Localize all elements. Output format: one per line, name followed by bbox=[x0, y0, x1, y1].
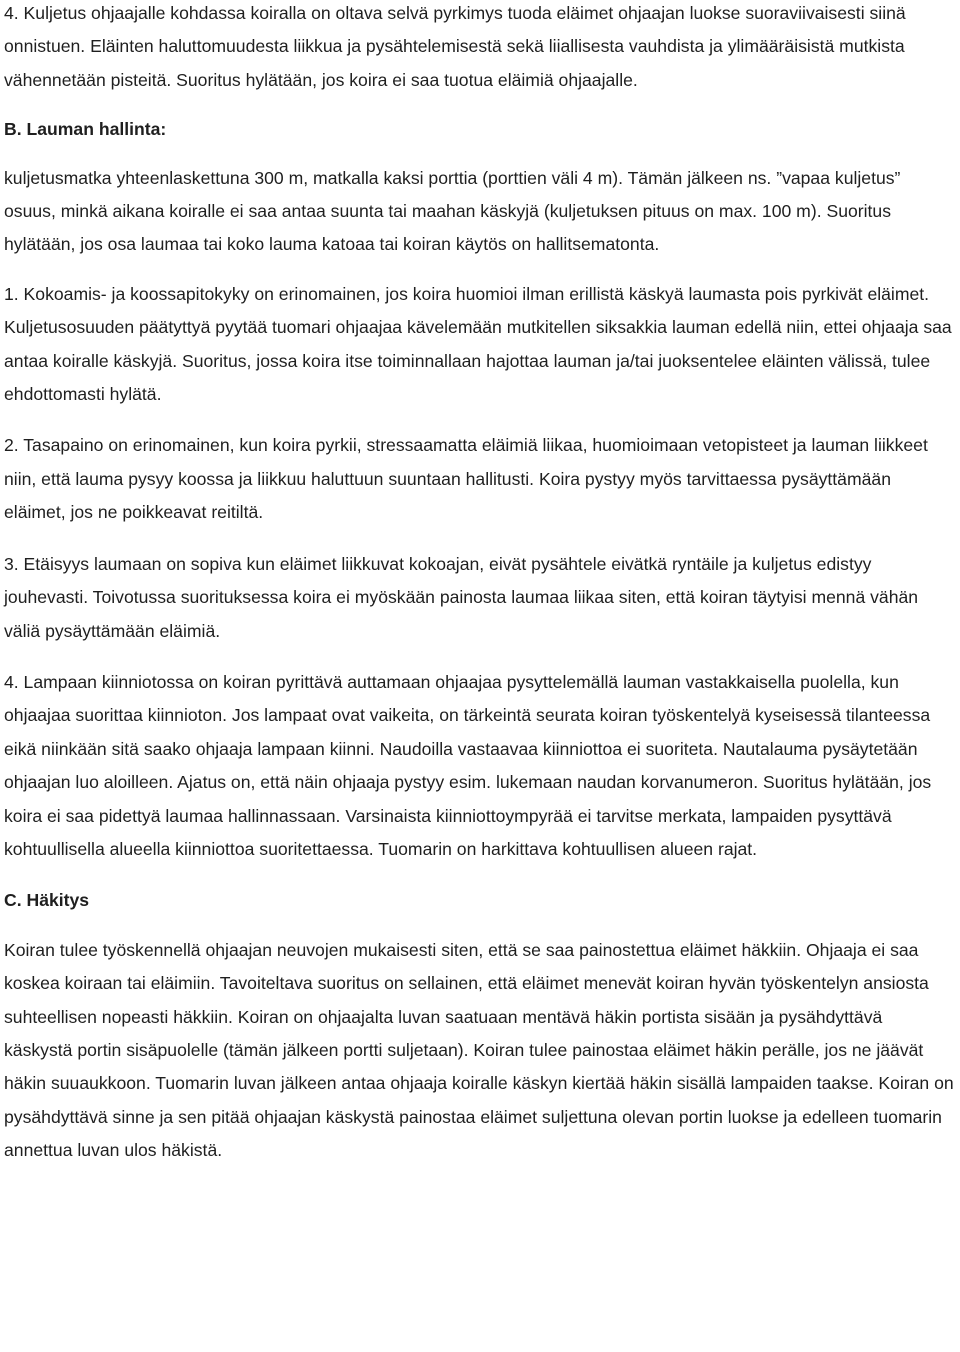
paragraph-c-penning: Koiran tulee työskennellä ohjaajan neuvojen mukaisesti siten, että se saa painostettua eläimet häkkiin. Ohjaaja ei saa koskea koiraan tai eläimiin. Tavoiteltava suoritus on sellainen, että eläimet menevät koiran hyvän työskentelyn ansiosta suhteellisen nopeasti häkkiin. Koiran on ohjaajalta luvan saatuaan mentävä häkin portista sisään ja pysähdyttävä käskystä portin sisäpuolelle (tämän jälkeen portti suljetaan). Koiran tulee painostaa eläimet häkin perälle, jos ne jäävät häkin suuaukkoon. Tuomarin luvan jälkeen antaa ohjaaja koiralle käskyn kiertää häkin sisällä lampaiden taakse. Koiran on pysähdyttävä sinne ja sen pitää ohjaajan käskystä painostaa eläimet suljettuna olevan portin luokse ja edelleen tuomarin annettua luvan ulos häkistä. bbox=[4, 939, 954, 1161]
document-page bbox=[4, 0, 954, 1168]
heading-c-penning: C. Häkitys bbox=[4, 890, 90, 911]
paragraph-b-1-gathering: 1. Kokoamis- ja koossapitokyky on erinomainen, jos koira huomioi ilman erillistä käskyä laumasta pois pyrkivät eläimet. Kuljetusosuuden päätyttyä pyytää tuomari ohjaajaa kävelemään mutkitellen siksakkia lauman edellä niin, ettei ohjaaja saa antaa koiralle käskyjä. Suoritus, jossa koira itse toiminnallaan hajottaa lauman ja/tai juoksentelee eläinten välissä, tulee ehdottomasti hylätä. bbox=[4, 283, 952, 405]
paragraph-b-4-catching: 4. Lampaan kiinniotossa on koiran pyrittävä auttamaan ohjaajaa pysyttelemällä lauman vastakkaisella puolella, kun ohjaajaa suorittaa kiinnioton. Jos lampaat ovat vaikeita, on tärkeintä seurata koiran työskentelyä kyseisessä tilanteessa eikä niinkään sitä saako ohjaaja lampaan kiinni. Naudoilla vastaavaa kiinniottoa ei suoriteta. Nautalauma pysäytetään ohjaajan luo aloilleen. Ajatus on, että näin ohjaaja pystyy esim. lukemaan naudan korvanumeron. Suoritus hylätään, jos koira ei saa pidettyä laumaa hallinnassaan. Varsinaista kiinniottoympyrää ei tarvitse merkata, lampaiden pysyttävä kohtuullisella alueella kiinniottoa suoritettaessa. Tuomarin on harkittava kohtuullisen alueen rajat. bbox=[4, 671, 932, 859]
heading-b-herd-control: B. Lauman hallinta: bbox=[4, 119, 167, 140]
paragraph-item-4-transport: 4. Kuljetus ohjaajalle kohdassa koiralla on oltava selvä pyrkimys tuoda eläimet ohjaajan luokse suoraviivaisesti siinä onnistuen. Eläinten haluttomuudesta liikkua ja pysähtelemisestä sekä liiallisesta vauhdista ja ylimääräisistä mutkista vähennetään pisteitä. Suoritus hylätään, jos koira ei saa tuotua eläimiä ohjaajalle. bbox=[4, 3, 906, 90]
paragraph-b-3-distance: 3. Etäisyys laumaan on sopiva kun eläimet liikkuvat kokoajan, eivät pysähtele eivätkä ryntäile ja kuljetus edistyy jouhevasti. Toivotussa suorituksessa koira ei myöskään painosta laumaa liikaa siten, että koiran täytyisi mennä vähän väliä pysäyttämään eläimiä. bbox=[4, 553, 919, 641]
paragraph-b-2-balance: 2. Tasapaino on erinomainen, kun koira pyrkii, stressaamatta eläimiä liikaa, huomioimaan vetopisteet ja lauman liikkeet niin, että lauma pysyy koossa ja liikkuu haluttuun suuntaan hallitusti. Koira pystyy myös tarvittaessa pysäyttämään eläimet, jos ne poikkeavat reitiltä. bbox=[4, 435, 928, 523]
paragraph-b-intro: kuljetusmatka yhteenlaskettuna 300 m, matkalla kaksi porttia (porttien väli 4 m). Tämän jälkeen ns. ”vapaa kuljetus” osuus, minkä aikana koiralle ei saa antaa suunta tai maahan käskyjä (kuljetuksen pituus on max. 100 m). Suoritus hylätään, jos osa laumaa tai koko lauma katoaa tai koiran käytös on hallitsematonta. bbox=[4, 167, 901, 255]
